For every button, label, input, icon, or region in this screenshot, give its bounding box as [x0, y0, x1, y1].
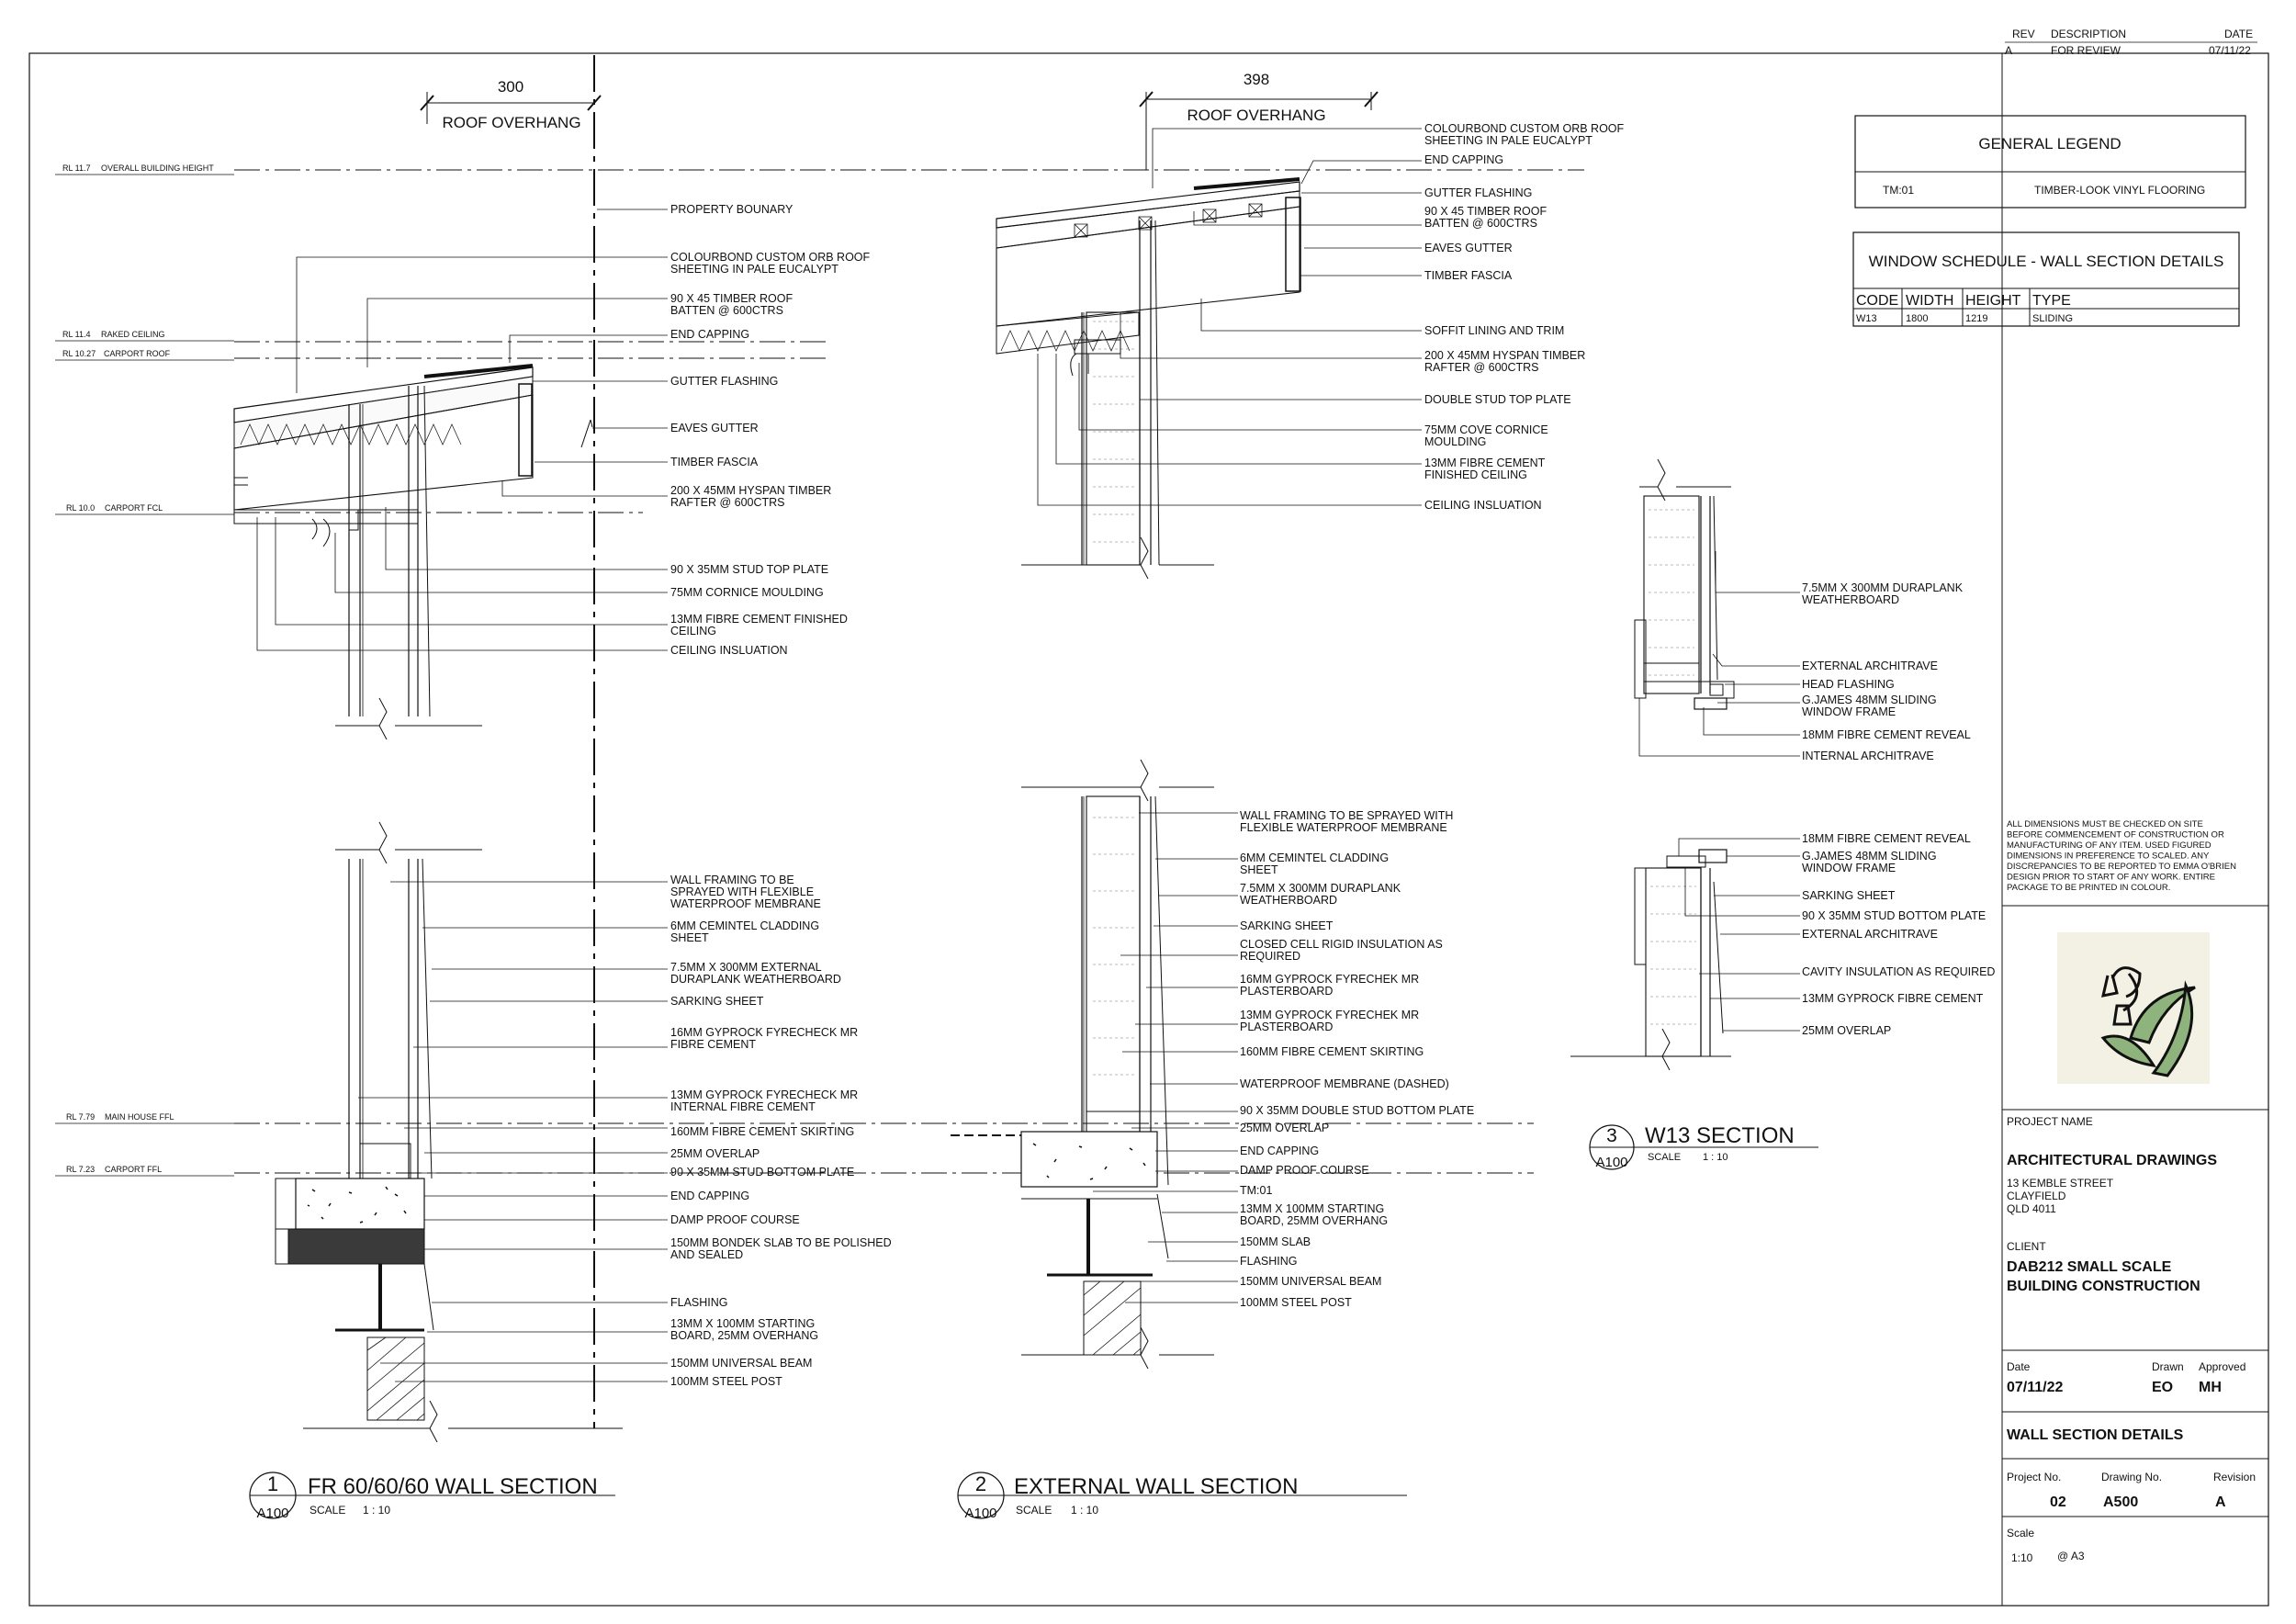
annotation-note: 150MM UNIVERSAL BEAM — [670, 1357, 813, 1370]
level-rl: RL 10.0 — [66, 503, 96, 513]
level-rl: RL 7.79 — [66, 1112, 96, 1122]
annotation-note: 160MM FIBRE CEMENT SKIRTING — [670, 1125, 855, 1138]
scale-value: 1:10 — [2011, 1551, 2033, 1564]
annotation-note: 100MM STEEL POST — [670, 1375, 782, 1388]
drawn-label: Drawn — [2152, 1360, 2184, 1373]
client-line-1: DAB212 SMALL SCALE — [2007, 1259, 2172, 1275]
annotation-note: TIMBER FASCIA — [1424, 269, 1513, 282]
annotation-note: DAMP PROOF COURSE — [670, 1213, 800, 1226]
address-line-2: CLAYFIELD — [2007, 1190, 2066, 1202]
client-line-2: BUILDING CONSTRUCTION — [2007, 1279, 2200, 1294]
section-1-wall-detail — [276, 822, 623, 1442]
project-name: ARCHITECTURAL DRAWINGS — [2007, 1153, 2218, 1168]
scale-label: SCALE — [1016, 1504, 1052, 1517]
annotation-note: WALL FRAMING TO BE SPRAYED WITH FLEXIBLE WATERPROOF MEMBRANE — [670, 874, 821, 910]
schedule-h-width: WIDTH — [1906, 293, 1954, 309]
annotation-note: CLOSED CELL RIGID INSULATION AS REQUIRED — [1240, 938, 1443, 963]
annotation-note: EAVES GUTTER — [1424, 242, 1513, 254]
section-ref: A100 — [1595, 1155, 1628, 1170]
project-name-label: PROJECT NAME — [2007, 1115, 2093, 1128]
client-label: CLIENT — [2007, 1240, 2046, 1253]
annotation-note: 13MM GYPROCK FYRECHEK MR PLASTERBOARD — [1240, 1009, 1420, 1033]
sheet-border — [29, 53, 2268, 1606]
schedule-box — [1853, 232, 2239, 326]
annotation-note: EXTERNAL ARCHITRAVE — [1802, 928, 1938, 941]
legend-desc: TIMBER-LOOK VINYL FLOORING — [2034, 184, 2206, 197]
revision-block — [2005, 28, 2257, 57]
sheet-title: WALL SECTION DETAILS — [2007, 1427, 2184, 1443]
annotation-note: EAVES GUTTER — [670, 422, 759, 434]
annotation-note: 16MM GYPROCK FYRECHEK MR PLASTERBOARD — [1240, 973, 1420, 998]
annotation-note: HEAD FLASHING — [1802, 678, 1895, 691]
annotation-note: 90 X 35MM DOUBLE STUD BOTTOM PLATE — [1240, 1104, 1475, 1117]
schedule-title: WINDOW SCHEDULE - WALL SECTION DETAILS — [1868, 253, 2224, 270]
annotation-note: END CAPPING — [670, 1190, 750, 1202]
dimension-label: ROOF OVERHANG — [1187, 107, 1326, 124]
annotation-note: FLASHING — [670, 1296, 728, 1309]
roof-overhang-dimension-2 — [1140, 71, 1378, 170]
annotation-note: CEILING INSLUATION — [670, 644, 788, 657]
general-legend — [1855, 116, 2245, 208]
annotation-note: SARKING SHEET — [1240, 919, 1334, 932]
scale-value: 1 : 10 — [1071, 1504, 1099, 1517]
rev-desc-header: DESCRIPTION — [2051, 28, 2127, 40]
annotation-note: 13MM GYPROCK FIBRE CEMENT — [1802, 992, 1984, 1005]
schedule-h-type: TYPE — [2032, 293, 2071, 309]
revision-value: A — [2215, 1494, 2226, 1510]
annotation-note: SARKING SHEET — [670, 995, 764, 1008]
annotation-note: 150MM UNIVERSAL BEAM — [1240, 1275, 1382, 1288]
annotation-note: COLOURBOND CUSTOM ORB ROOF SHEETING IN PALE EUCALYPT — [670, 251, 871, 276]
paper-size: @ A3 — [2057, 1550, 2085, 1562]
schedule-h-code: CODE — [1856, 293, 1899, 309]
annotation-note: 25MM OVERLAP — [1802, 1024, 1892, 1037]
scale-value: 1 : 10 — [363, 1504, 391, 1517]
schedule-code: W13 — [1856, 313, 1877, 324]
scale-label: Scale — [2007, 1527, 2035, 1539]
annotation-note: TM:01 — [1240, 1184, 1273, 1197]
annotation-note: 16MM GYPROCK FYRECHECK MR FIBRE CEMENT — [670, 1026, 859, 1051]
schedule-type: SLIDING — [2032, 313, 2074, 324]
annotation-note: COLOURBOND CUSTOM ORB ROOF SHEETING IN PALE EUCALYPT — [1424, 122, 1625, 147]
scale-value: 1 : 10 — [1703, 1152, 1728, 1163]
level-labels — [55, 164, 234, 1176]
address-line-3: QLD 4011 — [2007, 1202, 2056, 1215]
section-title: W13 SECTION — [1645, 1123, 1795, 1148]
section-3-sill-notes — [1802, 832, 1995, 1037]
annotation-note: 90 X 35MM STUD BOTTOM PLATE — [1802, 909, 1986, 922]
annotation-note: DOUBLE STUD TOP PLATE — [1424, 393, 1571, 406]
section-title: FR 60/60/60 WALL SECTION — [308, 1474, 598, 1499]
level-rl: RL 10.27 — [62, 349, 96, 358]
annotation-note: 150MM BONDEK SLAB TO BE POLISHED AND SEALED — [670, 1236, 892, 1261]
annotation-note: END CAPPING — [1424, 153, 1504, 166]
section-3-head-leaders — [1639, 551, 1800, 756]
annotation-note: SOFFIT LINING AND TRIM — [1424, 324, 1565, 337]
rev-header: REV — [2012, 28, 2035, 40]
section-ref: A100 — [256, 1506, 289, 1521]
project-no-label: Project No. — [2007, 1471, 2062, 1483]
annotation-note: END CAPPING — [1240, 1145, 1320, 1157]
general-note-text: ALL DIMENSIONS MUST BE CHECKED ON SITE BEFORE COMMENCEMENT OF CONSTRUCTION OR MANUFACTURING OF ANY ITEM. USED FIGURED DIMENSIONS IN PREFERENCE TO SCALED. ANY DISCREPANCIES TO BE REPORTED TO EMMA O'BRIEN DESIGN PRIOR TO START OF ANY WORK. ENTIRE PACKAGE TO BE PRINTED IN COLOUR. — [2007, 819, 2236, 893]
annotation-note: GUTTER FLASHING — [1424, 186, 1533, 199]
section-1-roof-notes — [670, 203, 871, 657]
annotation-note: TIMBER FASCIA — [670, 456, 759, 468]
annotation-note: 6MM CEMINTEL CLADDING SHEET — [670, 919, 820, 944]
section-number: 1 — [266, 1472, 279, 1495]
address-line-1: 13 KEMBLE STREET — [2007, 1177, 2114, 1190]
annotation-note: WATERPROOF MEMBRANE (DASHED) — [1240, 1077, 1449, 1090]
annotation-note: 7.5MM X 300MM DURAPLANK WEATHERBOARD — [1802, 581, 1964, 606]
annotation-note: END CAPPING — [670, 328, 750, 341]
date-value: 07/11/22 — [2007, 1380, 2064, 1395]
annotation-note: 200 X 45MM HYSPAN TIMBER RAFTER @ 600CTRS — [670, 484, 832, 509]
annotation-note: G.JAMES 48MM SLIDING WINDOW FRAME — [1802, 850, 1937, 874]
schedule-h-height: HEIGHT — [1965, 293, 2021, 309]
section-3-sill-detail — [1570, 850, 1731, 1070]
section-1-roof-detail — [234, 366, 592, 739]
section-3-head-detail — [1635, 459, 1734, 709]
level-name: CARPORT FCL — [105, 503, 163, 513]
drawing-no: A500 — [2103, 1494, 2139, 1510]
approved-value: MH — [2199, 1380, 2222, 1395]
schedule-height: 1219 — [1965, 313, 1988, 324]
legend-code: TM:01 — [1883, 184, 1915, 197]
level-name: RAKED CEILING — [101, 330, 165, 339]
dimension-value: 398 — [1243, 71, 1270, 88]
annotation-note: 13MM FIBRE CEMENT FINISHED CEILING — [670, 613, 848, 637]
rev-row-desc: FOR REVIEW — [2051, 44, 2122, 57]
window-schedule — [1853, 232, 2239, 326]
annotation-note: 90 X 35MM STUD BOTTOM PLATE — [670, 1166, 855, 1179]
annotation-note: SARKING SHEET — [1802, 889, 1896, 902]
annotation-note: 25MM OVERLAP — [1240, 1122, 1330, 1134]
annotation-note: GUTTER FLASHING — [670, 375, 779, 388]
section-2-title — [958, 1472, 1407, 1521]
annotation-note: CEILING INSLUATION — [1424, 499, 1542, 512]
level-rl: RL 7.23 — [66, 1165, 96, 1174]
level-rl: RL 11.7 — [62, 164, 91, 173]
annotation-note: EXTERNAL ARCHITRAVE — [1802, 660, 1938, 672]
annotation-note: 13MM FIBRE CEMENT FINISHED CEILING — [1424, 457, 1546, 481]
annotation-note: 75MM CORNICE MOULDING — [670, 586, 824, 599]
annotation-note: 25MM OVERLAP — [670, 1147, 760, 1160]
section-2-roof-notes — [1424, 122, 1625, 512]
annotation-note: 90 X 35MM STUD TOP PLATE — [670, 563, 829, 576]
rev-row-date: 07/11/22 — [2209, 44, 2251, 57]
annotation-note: 90 X 45 TIMBER ROOF BATTEN @ 600CTRS — [670, 292, 793, 317]
annotation-note: DAMP PROOF COURSE — [1240, 1164, 1369, 1177]
annotation-note: 90 X 45 TIMBER ROOF BATTEN @ 600CTRS — [1424, 205, 1548, 230]
annotation-note: 150MM SLAB — [1240, 1235, 1311, 1248]
section-number: 2 — [974, 1472, 987, 1495]
level-name: CARPORT FFL — [105, 1165, 163, 1174]
dimension-label: ROOF OVERHANG — [442, 114, 581, 131]
section-3-head-notes — [1802, 581, 1971, 762]
section-2-roof-detail — [996, 179, 1300, 579]
section-1-wall-notes — [670, 874, 892, 1388]
annotation-note: 13MM X 100MM STARTING BOARD, 25MM OVERHANG — [670, 1317, 819, 1342]
level-name: CARPORT ROOF — [104, 349, 171, 358]
annotation-note: 7.5MM X 300MM EXTERNAL DURAPLANK WEATHERBOARD — [670, 961, 841, 986]
annotation-note: 13MM X 100MM STARTING BOARD, 25MM OVERHANG — [1240, 1202, 1389, 1227]
rev-date-header: DATE — [2224, 28, 2254, 40]
annotation-note: 18MM FIBRE CEMENT REVEAL — [1802, 832, 1971, 845]
annotation-note: G.JAMES 48MM SLIDING WINDOW FRAME — [1802, 694, 1937, 718]
section-3-title — [1590, 1123, 1818, 1170]
approved-label: Approved — [2199, 1360, 2246, 1373]
schedule-width: 1800 — [1906, 313, 1929, 324]
annotation-note: PROPERTY BOUNARY — [670, 203, 793, 216]
level-lines — [234, 170, 1584, 1173]
level-rl: RL 11.4 — [62, 330, 91, 339]
annotation-note: WALL FRAMING TO BE SPRAYED WITH FLEXIBLE WATERPROOF MEMBRANE — [1240, 809, 1454, 834]
dimension-value: 300 — [497, 78, 524, 96]
annotation-note: 75MM COVE CORNICE MOULDING — [1424, 423, 1548, 448]
annotation-note: FLASHING — [1240, 1255, 1298, 1268]
annotation-note: 7.5MM X 300MM DURAPLANK WEATHERBOARD — [1240, 882, 1401, 907]
section-1-title — [250, 1472, 615, 1521]
annotation-note: 100MM STEEL POST — [1240, 1296, 1352, 1309]
section-2-wall-notes — [1240, 809, 1474, 1309]
scale-label: SCALE — [310, 1504, 346, 1517]
section-number: 3 — [1606, 1125, 1617, 1146]
drawing-no-label: Drawing No. — [2101, 1471, 2163, 1483]
annotation-note: 13MM GYPROCK FYRECHECK MR INTERNAL FIBRE CEMENT — [670, 1088, 859, 1113]
section-2-wall-detail — [951, 760, 1214, 1369]
annotation-note: 160MM FIBRE CEMENT SKIRTING — [1240, 1045, 1424, 1058]
drawn-value: EO — [2152, 1380, 2174, 1395]
annotation-note: 200 X 45MM HYSPAN TIMBER RAFTER @ 600CTRS — [1424, 349, 1586, 374]
section-title: EXTERNAL WALL SECTION — [1014, 1474, 1299, 1499]
annotation-note: CAVITY INSULATION AS REQUIRED — [1802, 965, 1996, 978]
revision-label: Revision — [2213, 1471, 2257, 1483]
section-ref: A100 — [964, 1506, 997, 1521]
annotation-note: INTERNAL ARCHITRAVE — [1802, 750, 1934, 762]
level-name: OVERALL BUILDING HEIGHT — [101, 164, 214, 173]
title-block — [2002, 53, 2268, 1606]
scale-label: SCALE — [1648, 1152, 1682, 1163]
roof-overhang-dimension-1 — [421, 78, 601, 131]
annotation-note: 18MM FIBRE CEMENT REVEAL — [1802, 728, 1971, 741]
general-note — [2007, 819, 2236, 893]
section-1-wall-leaders — [358, 882, 668, 1382]
rev-row-rev: A — [2005, 44, 2013, 57]
project-no: 02 — [2050, 1494, 2066, 1510]
annotation-note: 6MM CEMINTEL CLADDING SHEET — [1240, 851, 1390, 876]
date-label: Date — [2007, 1360, 2031, 1373]
level-name: MAIN HOUSE FFL — [105, 1112, 174, 1122]
legend-title: GENERAL LEGEND — [1978, 135, 2122, 152]
